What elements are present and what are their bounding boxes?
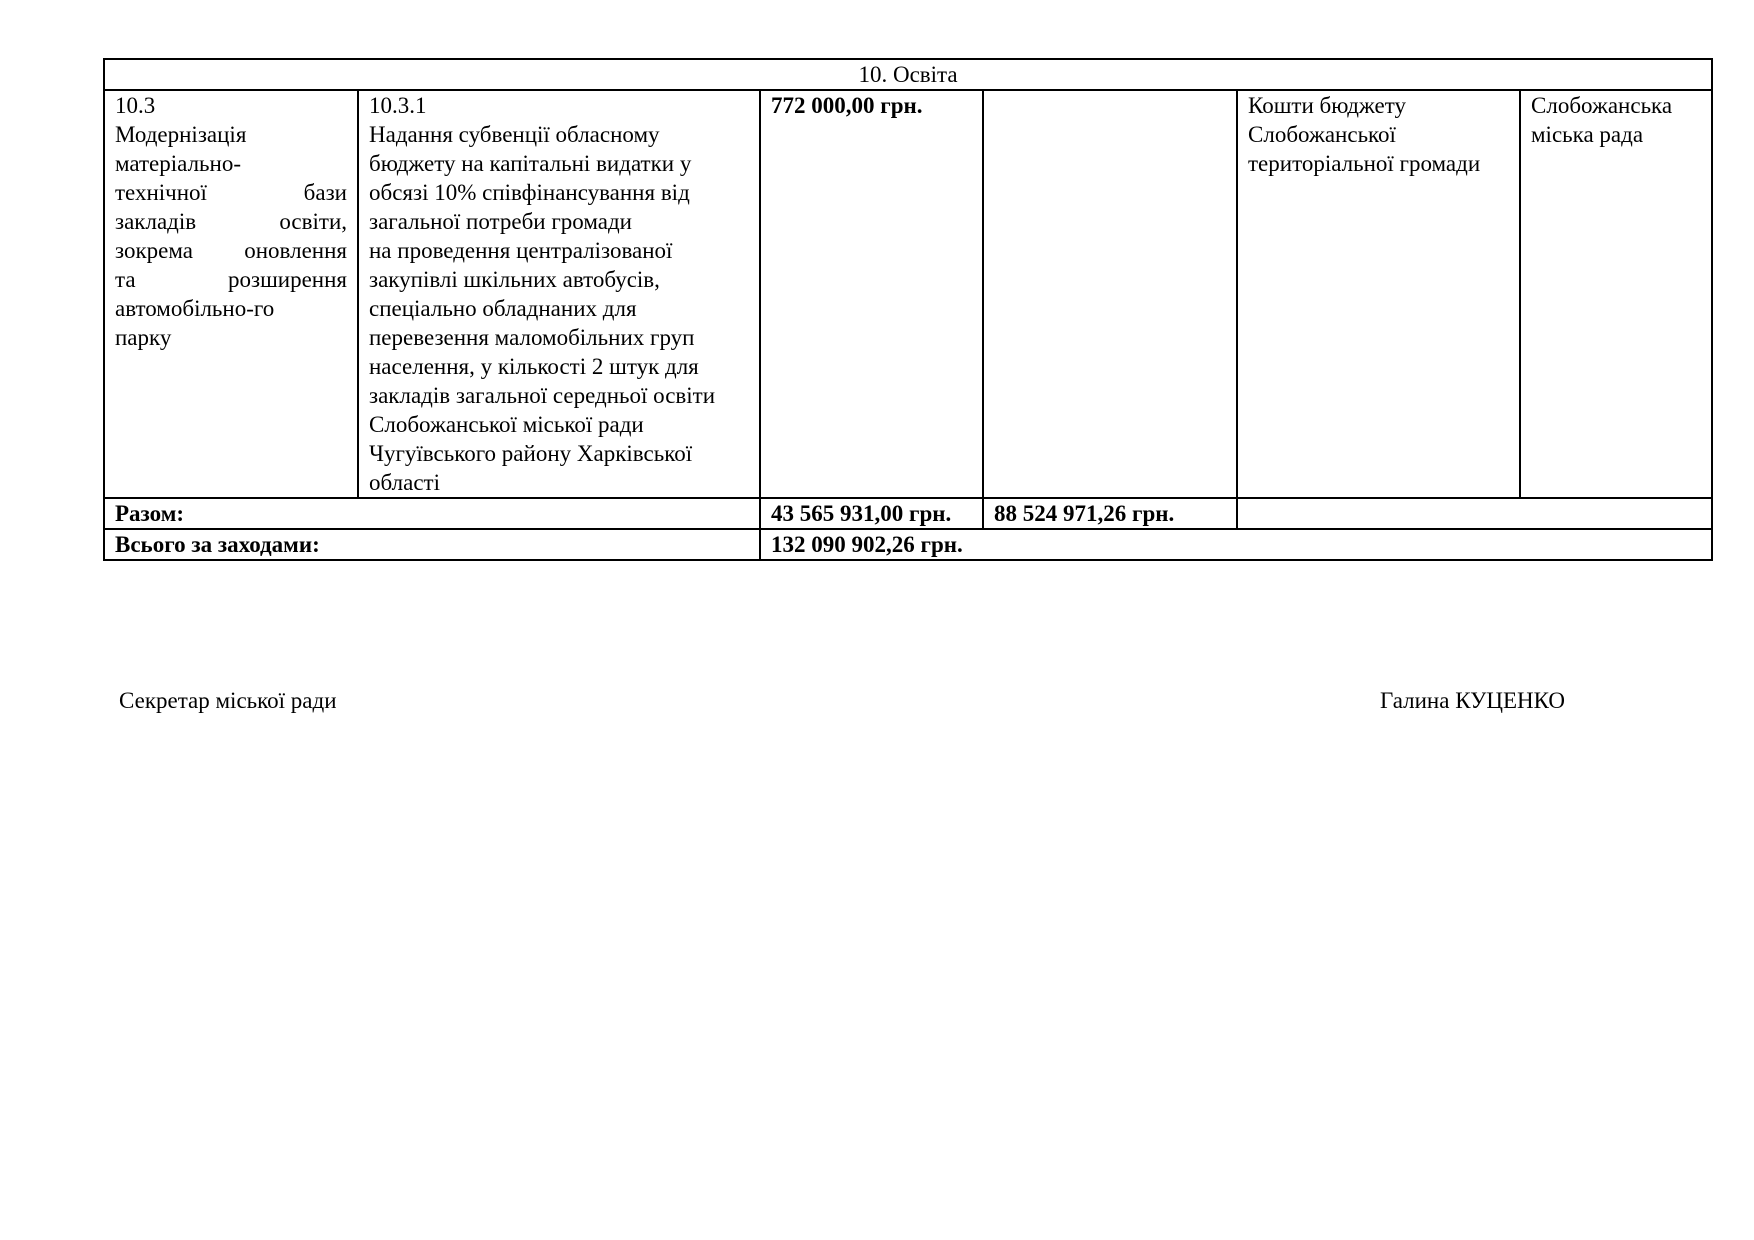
executor-cell xyxy=(1520,90,1712,498)
task-text-line: обсязі 10% співфінансування від xyxy=(369,180,690,205)
subtotal-label: Разом: xyxy=(104,498,760,529)
task-text-line: спеціально обладнаних для xyxy=(369,296,637,321)
executor-line: Слобожанська xyxy=(1531,93,1673,118)
task-number: 10.3.1 xyxy=(369,93,427,118)
funding-source-line: Слобожанської xyxy=(1248,122,1396,147)
task-text-line: Надання субвенції обласному xyxy=(369,122,660,147)
executor-line: міська рада xyxy=(1531,122,1644,147)
measure-text-line: закладів освіти, xyxy=(115,209,347,234)
grand-total-row xyxy=(104,529,1712,560)
measure-text-line: зокрема оновлення xyxy=(115,238,347,263)
task-text-line: перевезення маломобільних груп xyxy=(369,325,695,350)
subtotal-row xyxy=(104,498,1712,529)
table-row xyxy=(104,90,1712,498)
funding-source-line: Кошти бюджету xyxy=(1248,93,1406,118)
amount-second-cell xyxy=(983,90,1237,498)
amount-cell: 772 000,00 грн. xyxy=(760,90,983,498)
funding-source-cell xyxy=(1237,90,1520,498)
subtotal-empty-cell xyxy=(1237,498,1712,529)
measure-text-line: матеріально- xyxy=(115,151,242,176)
task-text-line: області xyxy=(369,470,440,495)
measure-text-line: та розширення xyxy=(115,267,347,292)
measure-text-line: автомобільно-го xyxy=(115,296,275,321)
measure-cell xyxy=(104,90,358,498)
section-header-row xyxy=(104,59,1712,90)
task-text-line: бюджету на капітальні видатки у xyxy=(369,151,692,176)
task-text-line: Слобожанської міської ради xyxy=(369,412,644,437)
signature-name: Галина КУЦЕНКО xyxy=(1380,688,1565,713)
task-text-line: загальної потреби громади xyxy=(369,209,632,234)
task-text-line: закладів загальної середньої освіти xyxy=(369,383,716,408)
task-text-line: Чугуївського району Харківської xyxy=(369,441,693,466)
task-text-line: населення, у кількості 2 штук для xyxy=(369,354,699,379)
task-text-line: закупівлі шкільних автобусів, xyxy=(369,267,660,292)
signature-position: Секретар міської ради xyxy=(119,688,337,713)
grand-total-amount: 132 090 902,26 грн. xyxy=(760,529,1712,560)
measure-text-line: парку xyxy=(115,325,172,350)
measure-number: 10.3 xyxy=(115,93,156,118)
task-text-line: на проведення централізованої xyxy=(369,238,673,263)
task-cell xyxy=(358,90,760,498)
grand-total-label: Всього за заходами: xyxy=(104,529,760,560)
measure-text-line: Модернізація xyxy=(115,122,247,147)
subtotal-amount-1: 43 565 931,00 грн. xyxy=(760,498,983,529)
subtotal-amount-2: 88 524 971,26 грн. xyxy=(983,498,1237,529)
measure-text-line: технічної бази xyxy=(115,180,347,205)
section-title: 10. Освіта xyxy=(104,59,1712,90)
funding-source-line: територіальної громади xyxy=(1248,151,1481,176)
measures-table xyxy=(103,58,1713,561)
